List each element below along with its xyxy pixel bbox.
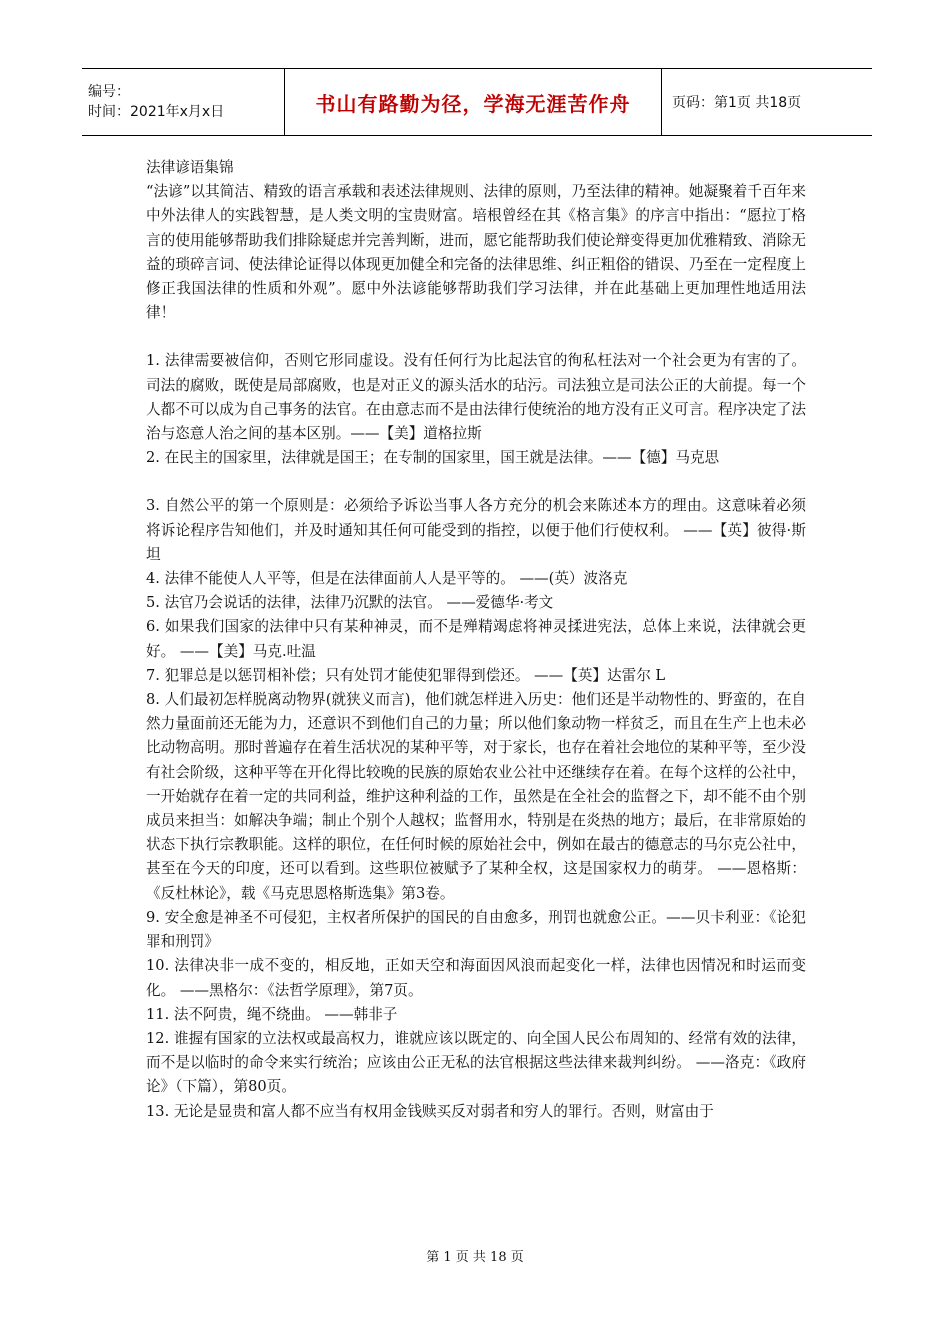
list-item: 1. 法律需要被信仰，否则它形同虚设。没有任何行为比起法官的徇私枉法对一个社会更为有害的了。司法的腐败，既使是局部腐败，也是对正义的源头活水的玷污。司法独立是司法公正的大前提。每一个人都不可以成为自己事务的法官。在由意志而不是由法律行使统治的地方没有正义可言。程序决定了法治与恣意人治之间的基本区别。——【美】道格拉斯: [146, 352, 806, 443]
list-item: 9. 安全愈是神圣不可侵犯，主权者所保护的国民的自由愈多，刑罚也就愈公正。——贝卡利亚：《论犯罪和刑罚》: [146, 908, 806, 951]
list-item: 6. 如果我们国家的法律中只有某种神灵，而不是殚精竭虑将神灵揉进宪法，总体上来说，法律就会更好。 ——【美】马克.吐温: [146, 618, 806, 660]
spacer: [146, 325, 806, 349]
list-item: 4. 法律不能使人人平等，但是在法律面前人人是平等的。 ——(英）波洛克: [146, 570, 628, 588]
doc-title: 法律谚语集锦: [146, 159, 234, 176]
page-footer: [0, 1246, 950, 1265]
list-item: 11. 法不阿贵，绳不绕曲。 ——韩非子: [146, 1005, 398, 1023]
code-label: 编号：: [88, 84, 130, 100]
list-item: 5. 法官乃会说话的法律，法律乃沉默的法官。 ——爱德华·考文: [146, 594, 554, 612]
page-header: [82, 68, 872, 136]
list-item: 8. 人们最初怎样脱离动物界(就狭义而言)，他们就怎样进入历史：他们还是半动物性的、野蛮的，在自然力量面前还无能为力，还意识不到他们自己的力量；所以他们象动物一样贫乏，而且在生产上也未必比动物高明。那时普遍存在着生活状况的某种平等，对于家长，也存在着社会地位的某种平等，至少没有社会阶级，这种平等在开化得比较晚的民族的原始农业公社中还继续存在着。在每个这样的公社中，一开始就存在着一定的共同利益，维护这种利益的工作，虽然是在全社会的监督之下，却不能不由个别成员来担当：如解决争端；制止个别个人越权；监督用水，特别是在炎热的地方；最后，在非常原始的状态下执行宗教职能。这样的职位，在任何时候的原始社会中，例如在最古的德意志的马尔克公社中，甚至在今天的印度，还可以看到。这些职位被赋予了某种全权，这是国家权力的萌芽。 ——恩格斯：《反杜林论》，载《马克思恩格斯选集》第3卷。: [146, 691, 806, 902]
time-label: 时间：2021年x月x日: [88, 104, 225, 120]
header-motto-cell: [284, 69, 662, 135]
list-item: 3. 自然公平的第一个原则是：必须给予诉讼当事人各方充分的机会来陈述本方的理由。这意味着必须将诉论程序告知他们，并及时通知其任何可能受到的指控，以便于他们行使权利。 ——【英】彼得·斯坦: [146, 497, 806, 563]
doc-intro: “法谚”以其简洁、精致的语言承载和表述法律规则、法律的原则，乃至法律的精神。她凝聚着千百年来中外法律人的实践智慧，是人类文明的宝贵财富。培根曾经在其《格言集》的序言中指出：“愿拉丁格言的使用能够帮助我们排除疑虑并完善判断，进而，愿它能帮助我们使论辩变得更加优雅精致、消除无益的琐碎言词、使法律论证得以体现更加健全和完备的法律思维、纠正粗俗的错误、乃至在一定程度上修正我国法律的性质和外观”。愿中外法谚能够帮助我们学习法律，并在此基础上更加理性地适用法律！: [146, 183, 806, 322]
list-item: 10. 法律决非一成不变的，相反地，正如天空和海面因风浪而起变化一样，法律也因情况和时运而变化。 ——黑格尔：《法哲学原理》，第7页。: [146, 957, 806, 999]
motto: 书山有路勤为径，学海无涯苦作舟: [315, 91, 631, 116]
footer-page-number: 第 1 页 共 18 页: [426, 1250, 524, 1265]
list-item: 12. 谁握有国家的立法权或最高权力，谁就应该以既定的、向全国人民公布周知的、经常有效的法律，而不是以临时的命令来实行统治；应该由公正无私的法官根据这些法律来裁判纠纷。 ——洛克：《政府论》（下篇），第80页。: [146, 1029, 806, 1096]
spacer: [146, 470, 806, 494]
header-page-cell: [662, 69, 872, 135]
list-item: 13. 无论是显贵和富人都不应当有权用金钱赎买反对弱者和穷人的罪行。否则，财富由于: [146, 1102, 714, 1120]
page-label: 页码：第1页 共18页: [672, 95, 802, 111]
header-meta: [82, 69, 284, 135]
document-body: [146, 156, 806, 1124]
list-item: 2. 在民主的国家里，法律就是国王；在专制的国家里，国王就是法律。——【德】马克思: [146, 449, 720, 467]
list-item: 7. 犯罪总是以惩罚相补偿；只有处罚才能使犯罪得到偿还。 ——【英】达雷尔 L: [146, 666, 666, 684]
